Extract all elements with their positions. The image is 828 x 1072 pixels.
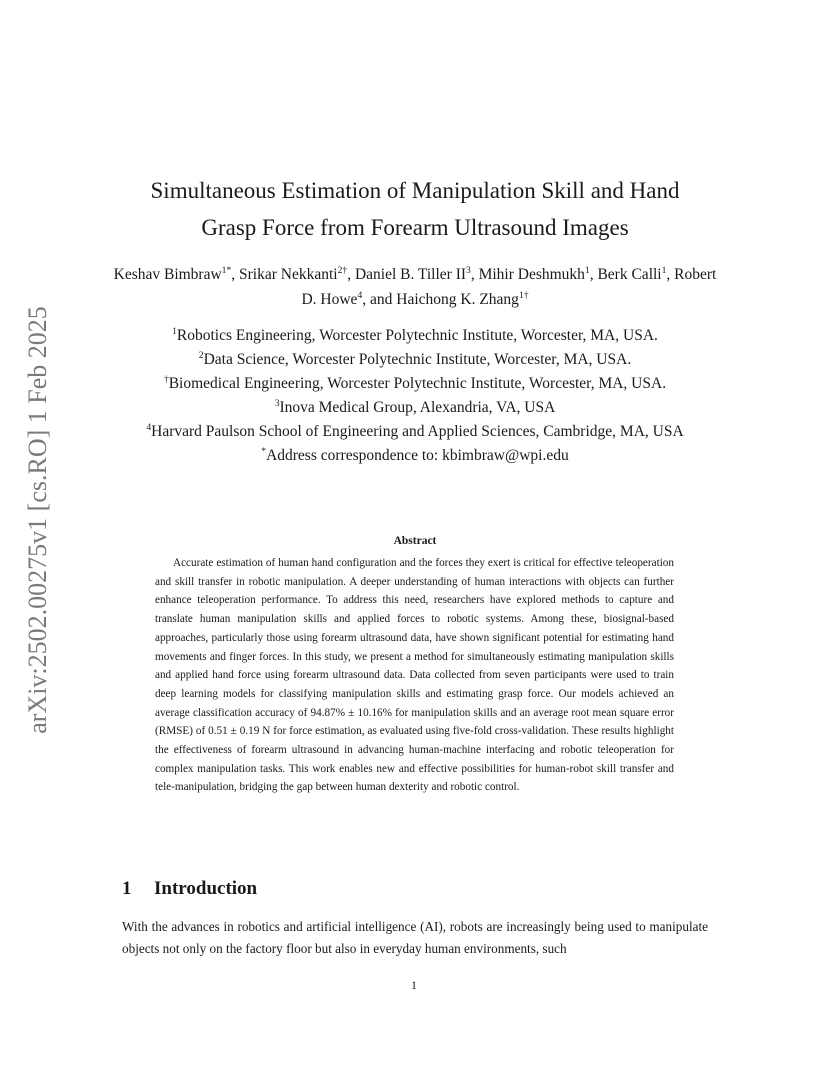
affiliation: $^1$Robotics Engineering, Worcester Polytechnic Institute, Worcester, MA, USA. (172, 325, 658, 344)
author: Robert D. Howe$^4$, and (301, 266, 717, 308)
section-title: Introduction (154, 878, 258, 899)
affiliation: $^4$Harvard Paulson School of Engineering and Applied Sciences, Cambridge, MA, USA (146, 421, 684, 440)
author: Berk Calli$^1$, (597, 264, 675, 283)
arxiv-identifier-text: arXiv:2502.00275v1 [cs.RO] 1 Feb 2025 (23, 306, 52, 734)
introduction-paragraph: With the advances in robotics and artificial intelligence (AI), robots are increasingly being used to manipulate objects not only on the factory floor but also in everyday human environments, such (122, 919, 708, 956)
affiliation: †Biomedical Engineering, Worcester Polytechnic Institute, Worcester, MA, USA. (163, 373, 667, 392)
paper-title-line-1: Simultaneous Estimation of Manipulation Skill and Hand (150, 178, 680, 203)
author: Keshav Bimbraw$^{1*}$, (113, 264, 240, 283)
affiliation: $^3$Inova Medical Group, Alexandria, VA, USA (274, 397, 556, 416)
paper-title-line-2: Grasp Force from Forearm Ultrasound Images (201, 215, 629, 240)
paper-title (120, 172, 710, 246)
section-number: 1 (122, 878, 132, 899)
arxiv-identifier (16, 290, 60, 750)
page-number: 1 (411, 978, 417, 992)
author: Haichong K. Zhang$^{1\dagger}$ (396, 289, 529, 308)
affiliation: $^2$Data Science, Worcester Polytechnic Institute, Worcester, MA, USA. (198, 349, 632, 368)
author-list (110, 262, 720, 312)
abstract-text: Accurate estimation of human hand configuration and the forces they exert is critical for effective teleoperation and skill transfer in robotic manipulation. A deeper understanding of human interactions with objects can further enhance teleoperation performance. To address this need, researchers have explored methods to capture and translate human manipulation skills and applied forces to robotic systems. Among these, biosignal-based approaches, particularly those using forearm ultrasound data, have shown significant potential for estimating hand movements and finger forces. In this study, we present a method for simultaneously estimating manipulation skills and applied hand force using forearm ultrasound data. Data collected from seven participants were used to train deep learning models for classifying manipulation skills and estimating grasp force. Our models achieved an average classification accuracy of 94.87% ± 10.16% for manipulation skills and an average root mean square error (RMSE) of 0.51 ± 0.19 N for force estimation, as evaluated using five-fold cross-validation. These results highlight the effectiveness of forearm ultrasound in advancing human-machine interfacing and robotic teleoperation for complex manipulation tasks. This work enables new and effective possibilities for human-robot skill transfer and tele-manipulation, bridging the gap between human dexterity and robotic control. (155, 557, 674, 794)
correspondence: *Address correspondence to: kbimbraw@wpi.edu (261, 445, 569, 464)
author: Daniel B. Tiller $II^3$, (354, 264, 479, 283)
affiliation-list (110, 324, 720, 468)
section-heading (122, 876, 257, 902)
author: Srikar Nekkanti$^{2\dagger}$, (239, 264, 355, 283)
author: Mihir Deshmukh$^1$, (478, 264, 598, 283)
abstract-heading: Abstract (393, 535, 437, 547)
